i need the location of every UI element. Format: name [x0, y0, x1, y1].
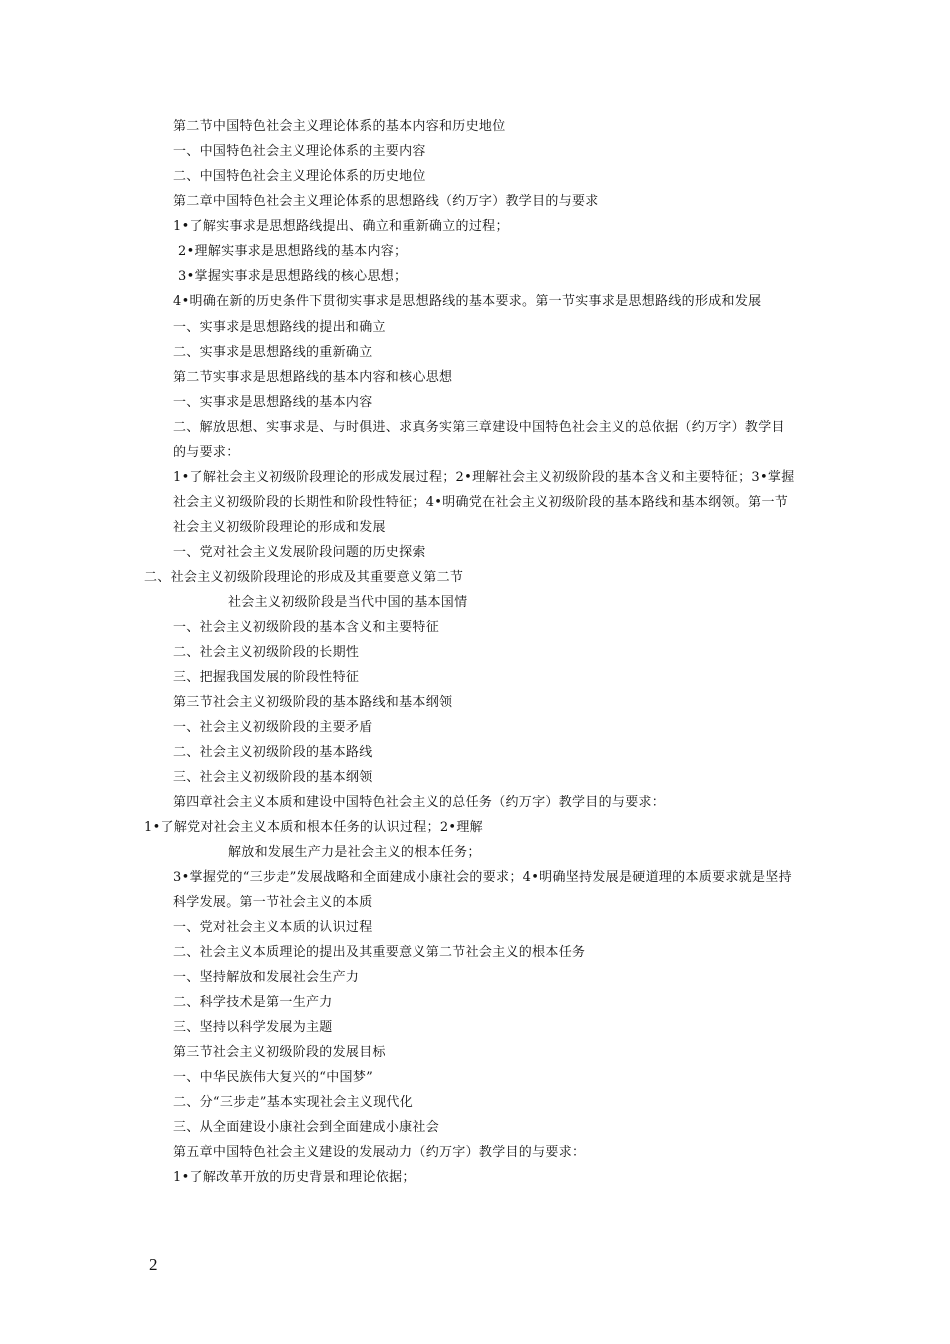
text-line: 第四章社会主义本质和建设中国特色社会主义的总任务（约万字）教学目的与要求：: [173, 795, 666, 810]
text-line: 一、中华民族伟大复兴的“中国梦”: [173, 1070, 374, 1085]
text-line: 一、实事求是思想路线的提出和确立: [173, 320, 386, 335]
page-number: 2: [149, 1255, 158, 1274]
text-line: 一、实事求是思想路线的基本内容: [173, 395, 373, 410]
text-line: 二、社会主义初级阶段理论的形成及其重要意义第二节: [144, 570, 464, 585]
text-line: 三、社会主义初级阶段的基本纲领: [173, 770, 373, 785]
text-line: 3•掌握党的“三步走”发展战略和全面建成小康社会的要求；4•明确坚持发展是硬道理的本质要求就是坚持: [173, 870, 792, 885]
text-line: 一、党对社会主义本质的认识过程: [173, 920, 373, 935]
text-line: 一、坚持解放和发展社会生产力: [173, 970, 360, 985]
text-line: 1•了解实事求是思想路线提出、确立和重新确立的过程；: [173, 219, 509, 234]
text-line: 一、社会主义初级阶段的主要矛盾: [173, 720, 373, 735]
text-line: 科学发展。第一节社会主义的本质: [173, 895, 373, 910]
text-line: 一、党对社会主义发展阶段问题的历史探索: [173, 545, 426, 560]
text-line: 1•了解社会主义初级阶段理论的形成发展过程；2•理解社会主义初级阶段的基本含义和主要特征；3•掌握: [173, 470, 795, 485]
text-line: 第二节实事求是思想路线的基本内容和核心思想: [173, 370, 453, 385]
text-line: 三、把握我国发展的阶段性特征: [173, 670, 360, 685]
text-line: 二、社会主义初级阶段的长期性: [173, 645, 360, 660]
text-line: 二、科学技术是第一生产力: [173, 995, 333, 1010]
text-line: 社会主义初级阶段理论的形成和发展: [173, 520, 386, 535]
text-line: 三、坚持以科学发展为主题: [173, 1020, 333, 1035]
text-line: 3•掌握实事求是思想路线的核心思想；: [178, 269, 408, 284]
text-line: 二、实事求是思想路线的重新确立: [173, 345, 373, 360]
text-line: 一、中国特色社会主义理论体系的主要内容: [173, 144, 426, 159]
text-line: 第三节社会主义初级阶段的基本路线和基本纲领: [173, 695, 453, 710]
text-line: 1•了解改革开放的历史背景和理论依据；: [173, 1170, 416, 1185]
text-line: 二、解放思想、实事求是、与时俱进、求真务实第三章建设中国特色社会主义的总依据（约万字）教学目: [173, 420, 785, 435]
text-line: 1•了解党对社会主义本质和根本任务的认识过程；2•理解: [144, 820, 483, 835]
text-line: 社会主义初级阶段的长期性和阶段性特征；4•明确党在社会主义初级阶段的基本路线和基本纲领。第一节: [173, 495, 789, 510]
text-line: 的与要求：: [173, 445, 240, 460]
text-line: 2•理解实事求是思想路线的基本内容；: [178, 244, 408, 259]
text-line: 二、社会主义初级阶段的基本路线: [173, 745, 373, 760]
text-line: 第二节中国特色社会主义理论体系的基本内容和历史地位: [173, 119, 506, 134]
text-line: 社会主义初级阶段是当代中国的基本国情: [228, 595, 468, 610]
text-line: 第五章中国特色社会主义建设的发展动力（约万字）教学目的与要求：: [173, 1145, 586, 1160]
text-line: 二、社会主义本质理论的提出及其重要意义第二节社会主义的根本任务: [173, 945, 586, 960]
text-line: 二、中国特色社会主义理论体系的历史地位: [173, 169, 426, 184]
text-line: 第三节社会主义初级阶段的发展目标: [173, 1045, 386, 1060]
text-line: 二、分“三步走”基本实现社会主义现代化: [173, 1095, 413, 1110]
text-line: 解放和发展生产力是社会主义的根本任务；: [228, 845, 481, 860]
text-line: 第二章中国特色社会主义理论体系的思想路线（约万字）教学目的与要求: [173, 194, 599, 209]
text-line: 三、从全面建设小康社会到全面建成小康社会: [173, 1120, 440, 1135]
text-line: 4•明确在新的历史条件下贯彻实事求是思想路线的基本要求。第一节实事求是思想路线的形成和发展: [173, 294, 762, 309]
text-line: 一、社会主义初级阶段的基本含义和主要特征: [173, 620, 440, 635]
